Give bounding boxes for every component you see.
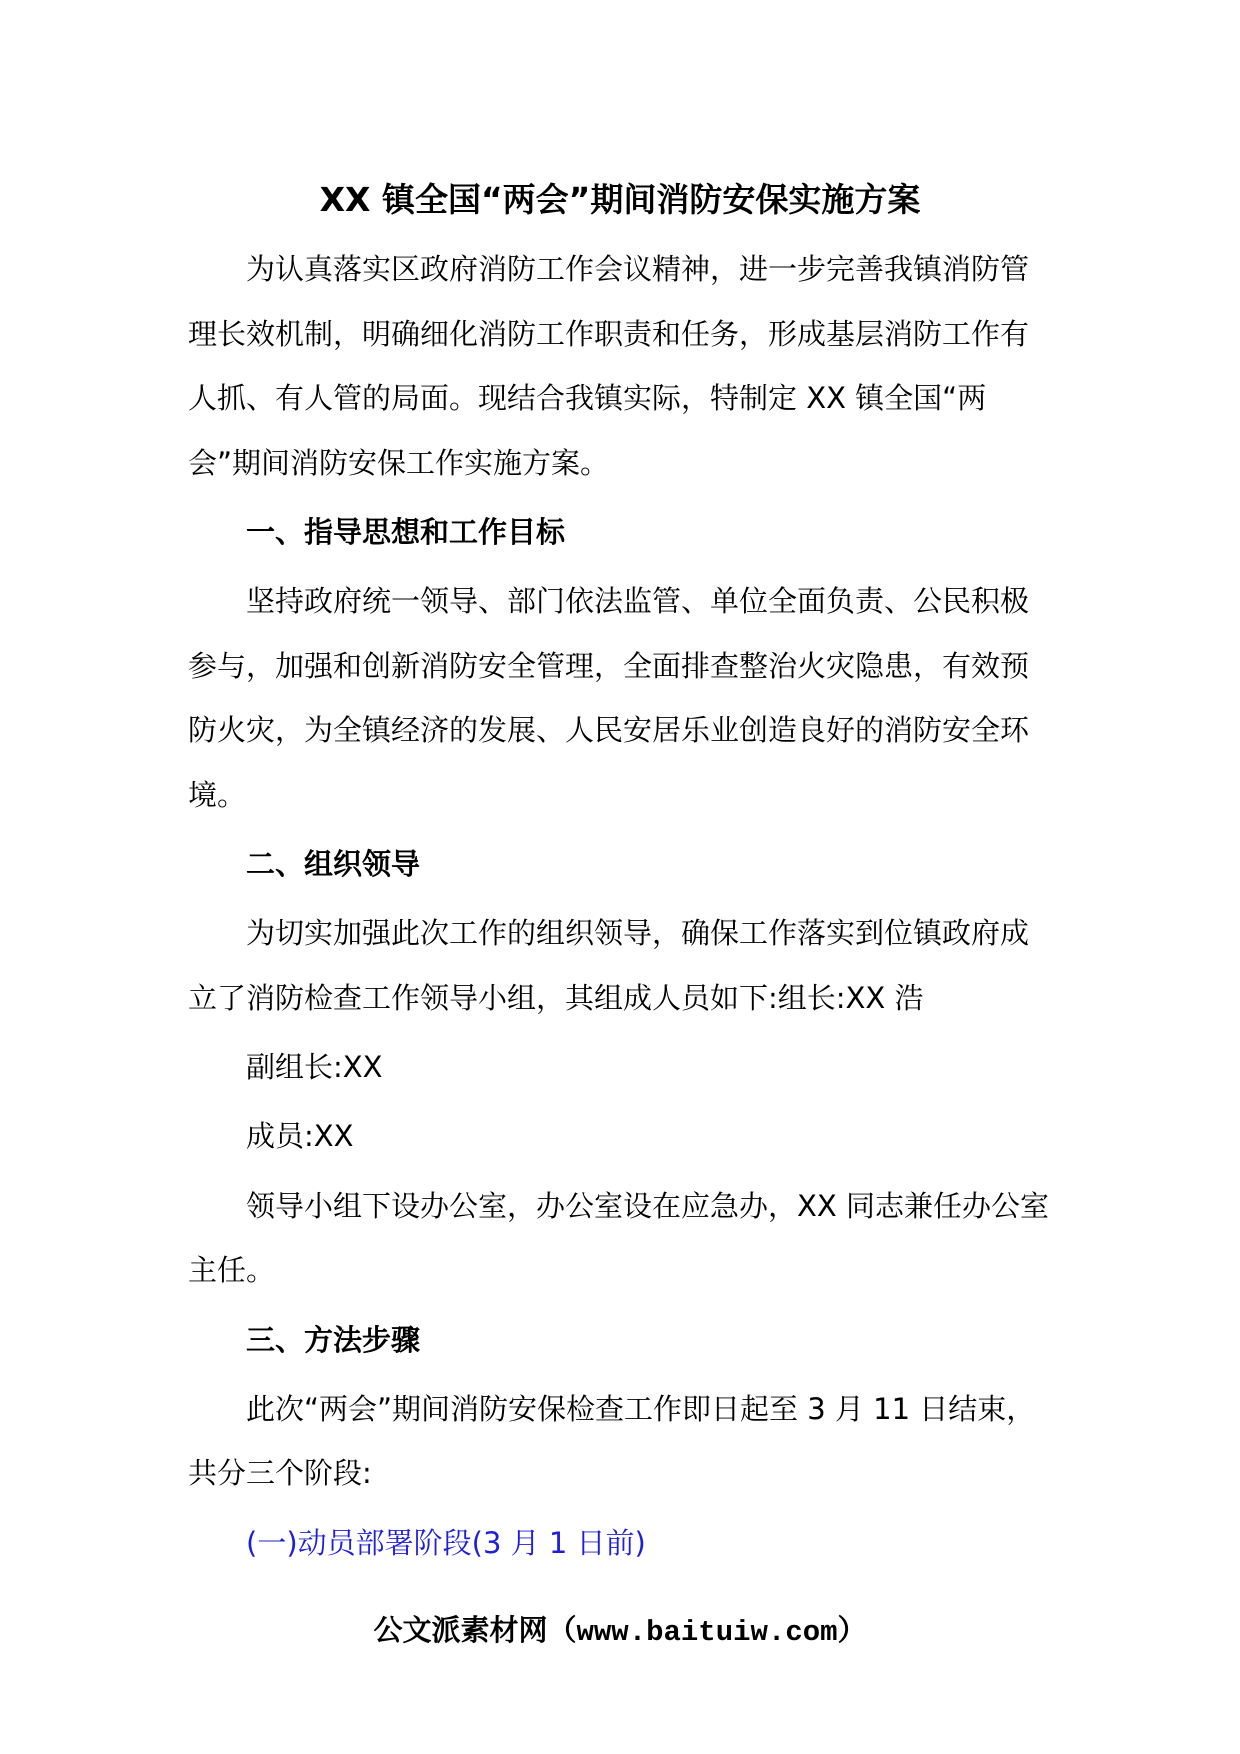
- section-heading: [188, 832, 1052, 896]
- section-heading: [188, 1308, 1052, 1372]
- document-title: XX 镇全国“两会”期间消防安保实施方案: [319, 180, 921, 219]
- section-heading-text: 二、组织领导: [246, 846, 421, 881]
- section-paragraph: [188, 1377, 1052, 1506]
- paragraph-line: 人抓、有人管的局面。现结合我镇实际，特制定 XX 镇全国“两: [188, 381, 987, 416]
- paragraph-line: 主任。: [188, 1253, 276, 1288]
- section-heading-text: 一、指导思想和工作目标: [246, 514, 566, 549]
- paragraph-line: 理长效机制，明确细化消防工作职责和任务，形成基层消防工作有: [188, 316, 1030, 351]
- paragraph-line: 成员:XX: [246, 1119, 354, 1154]
- paragraph-line: 领导小组下设办公室，办公室设在应急办，XX 同志兼任办公室: [246, 1188, 1049, 1223]
- stage-heading-text: (一)动员部署阶段(3 月 1 日前): [246, 1525, 646, 1560]
- section-heading-text: 三、方法步骤: [246, 1322, 421, 1357]
- document-body: [188, 168, 1052, 1575]
- intro-paragraph: [188, 237, 1052, 495]
- paragraph-line: 参与，加强和创新消防安全管理，全面排查整治火灾隐患，有效预: [188, 648, 1030, 683]
- paragraph-line: 防火灾，为全镇经济的发展、人民安居乐业创造良好的消防安全环: [188, 713, 1030, 748]
- members-paragraph: [188, 1104, 1052, 1168]
- section-paragraph: [188, 901, 1052, 1030]
- paragraph-line: 坚持政府统一领导、部门依法监管、单位全面负责、公民积极: [246, 584, 1030, 619]
- paragraph-line: 立了消防检查工作领导小组，其组成人员如下:组长:XX 浩: [188, 980, 924, 1015]
- office-paragraph: [188, 1174, 1052, 1303]
- footer-site-name: 公文派素材网: [373, 1615, 548, 1647]
- paragraph-line: 会”期间消防安保工作实施方案。: [188, 445, 610, 480]
- paragraph-line: 副组长:XX: [246, 1050, 383, 1085]
- source-footer: [0, 1599, 1240, 1663]
- stage-heading: [188, 1511, 1052, 1575]
- paragraph-line: 境。: [188, 777, 247, 812]
- paragraph-line: 为切实加强此次工作的组织领导，确保工作落实到位镇政府成: [246, 916, 1030, 951]
- paragraph-line: 共分三个阶段:: [188, 1456, 372, 1491]
- section-heading: [188, 500, 1052, 564]
- paragraph-line: 此次“两会”期间消防安保检查工作即日起至 3 月 11 日结束，: [246, 1392, 1036, 1427]
- footer-site-url: （www.baituiw.com）: [547, 1616, 867, 1649]
- section-paragraph: [188, 569, 1052, 827]
- deputy-leader-paragraph: [188, 1035, 1052, 1099]
- paragraph-line: 为认真落实区政府消防工作会议精神，进一步完善我镇消防管: [246, 252, 1030, 287]
